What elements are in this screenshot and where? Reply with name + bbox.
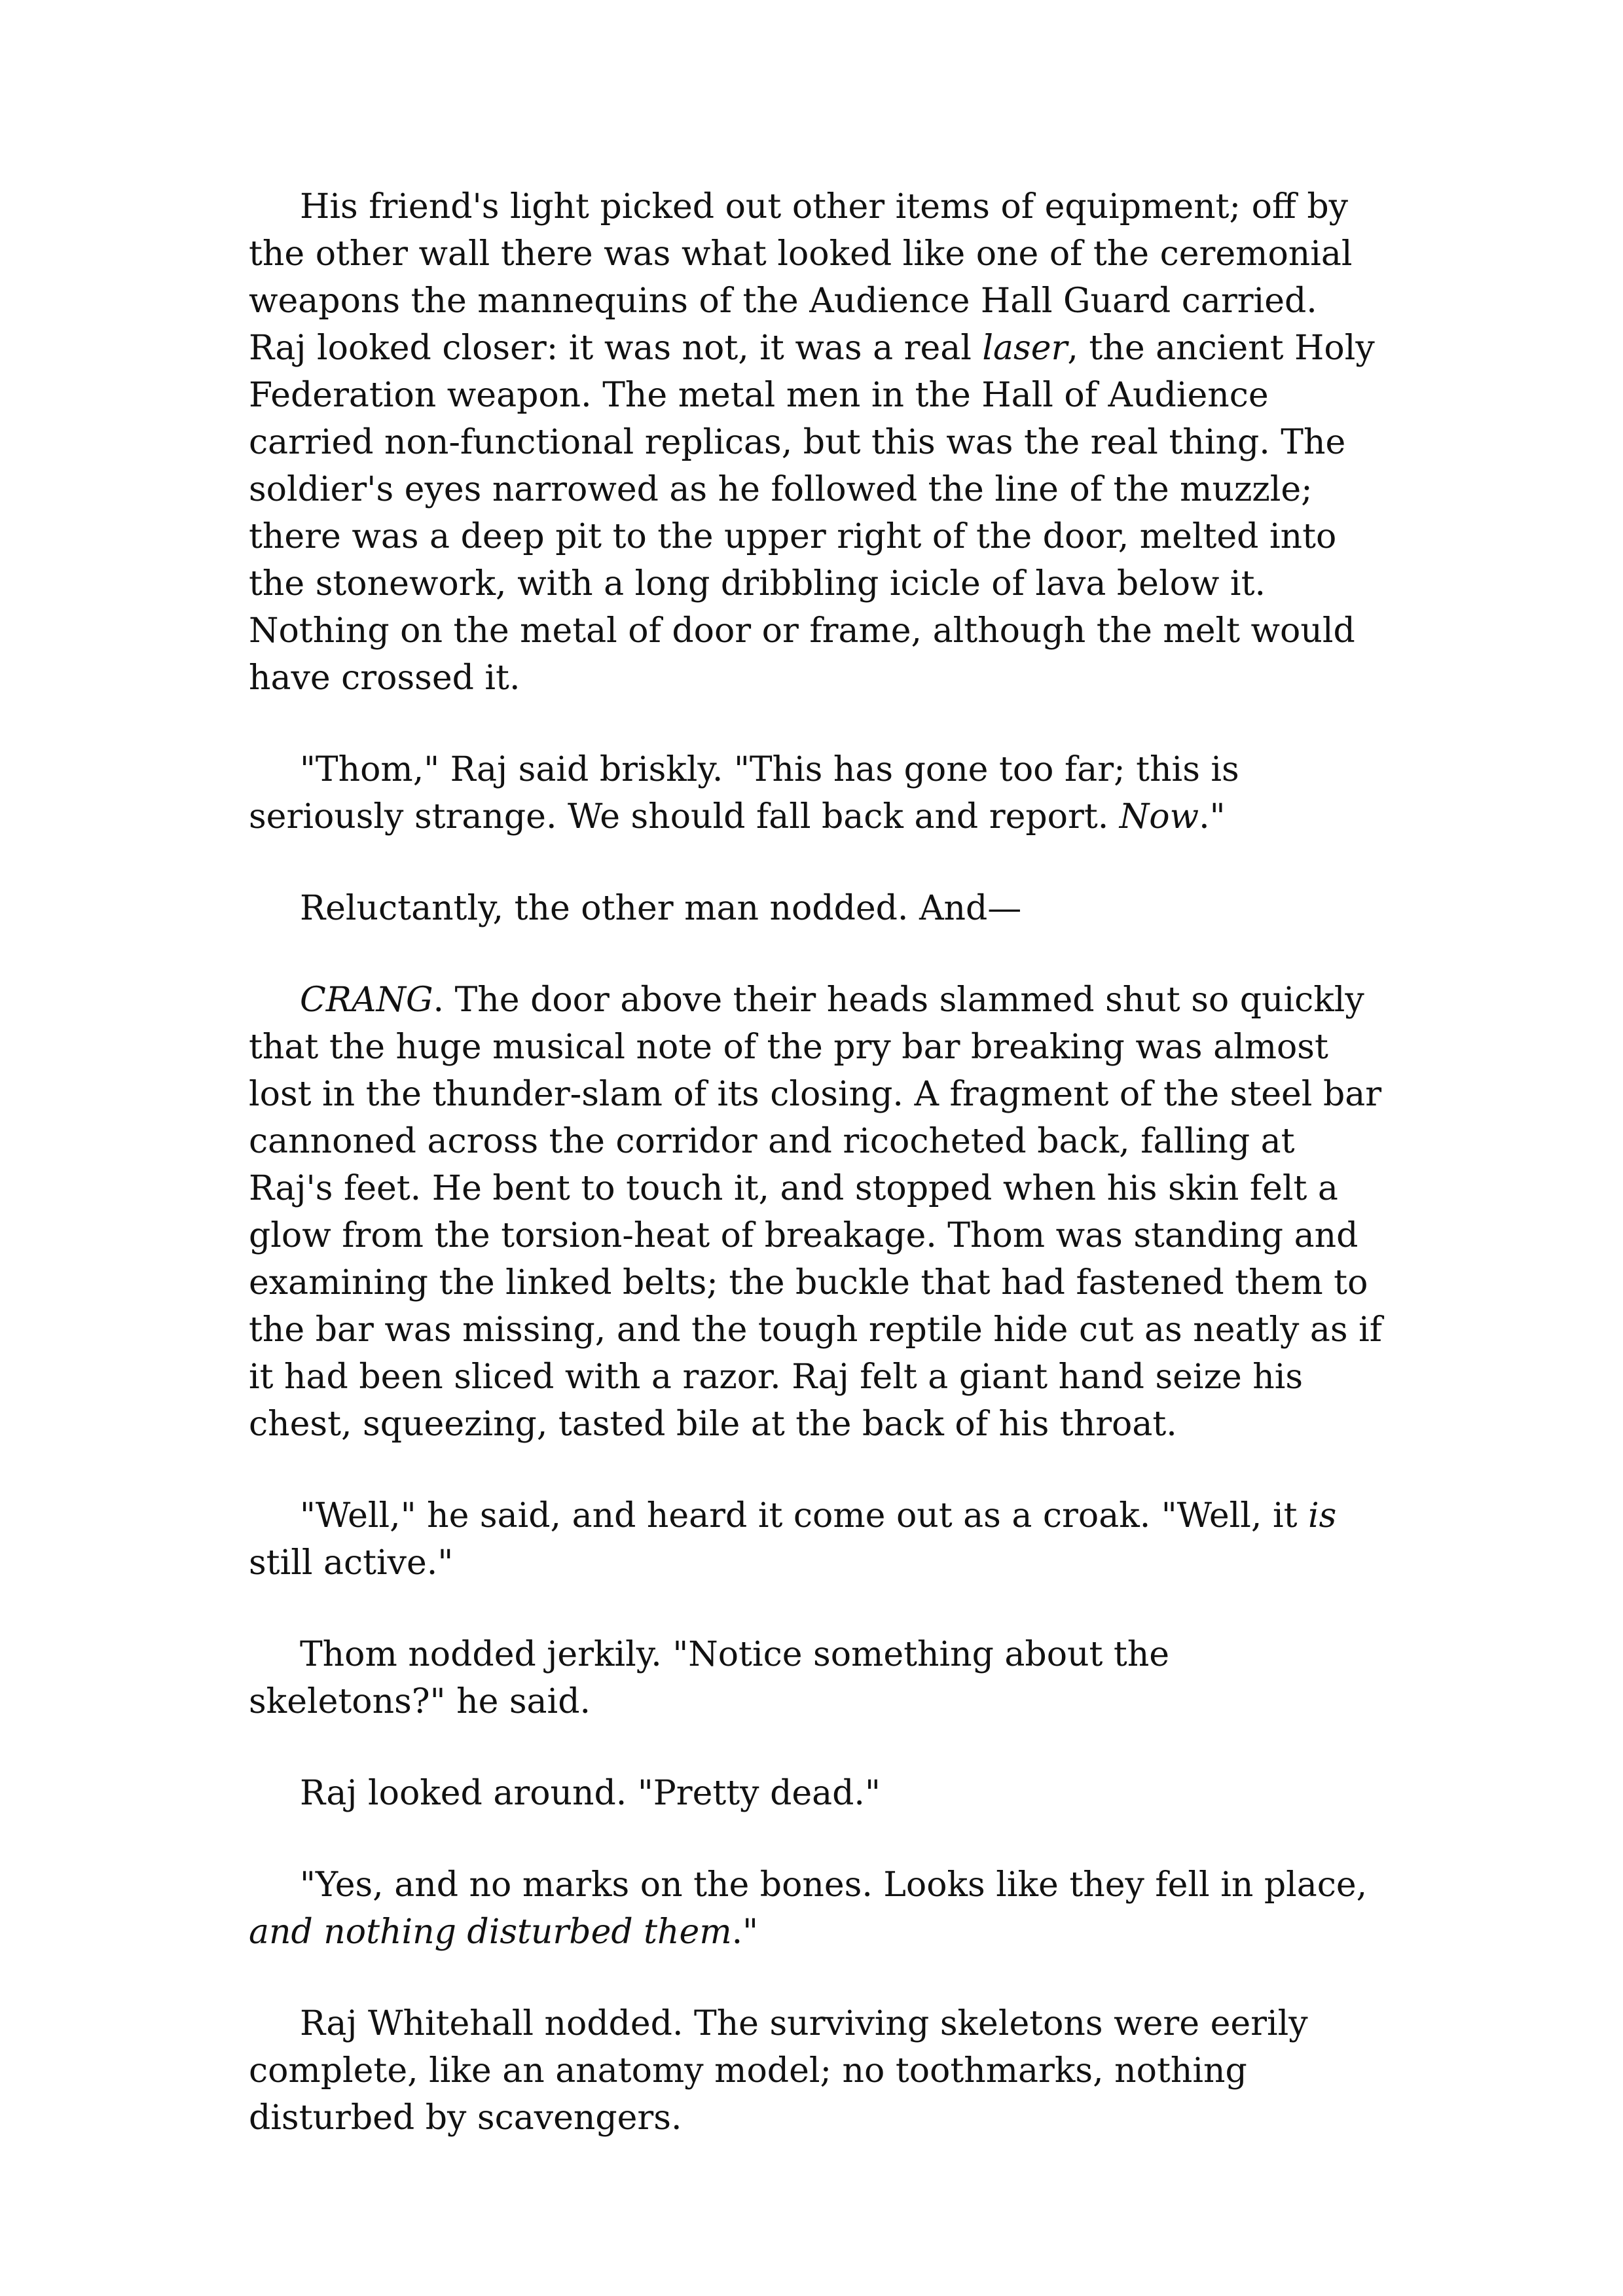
text-line	[249, 746, 1388, 793]
text-run: have crossed it.	[249, 658, 520, 698]
paragraph	[249, 977, 1388, 1448]
italic-text: laser	[982, 329, 1068, 368]
text-line	[249, 1071, 1388, 1118]
text-line	[249, 372, 1388, 419]
text-line	[249, 1492, 1388, 1539]
body-text	[249, 183, 1388, 2142]
text-line	[249, 1909, 1388, 1956]
italic-text: CRANG	[300, 980, 433, 1020]
text-run: the bar was missing, and the tough reptile hide cut as neatly as if	[249, 1310, 1383, 1350]
paragraph	[249, 1492, 1388, 1587]
text-line	[249, 977, 1388, 1024]
text-run: Reluctantly, the other man nodded. And—	[300, 889, 1022, 928]
text-line	[249, 2047, 1388, 2094]
text-run: the stonework, with a long dribbling icicle of lava below it.	[249, 564, 1266, 603]
text-line	[249, 1306, 1388, 1354]
text-run: weapons the mannequins of the Audience Hall Guard carried.	[249, 281, 1317, 321]
text-run: "Thom," Raj said briskly. "This has gone too far; this is	[300, 750, 1239, 789]
text-line	[249, 2094, 1388, 2142]
text-run: chest, squeezing, tasted bile at the back of his throat.	[249, 1405, 1177, 1444]
text-line	[249, 1401, 1388, 1448]
text-line	[249, 1770, 1388, 1817]
text-run: seriously strange. We should fall back and report.	[249, 797, 1120, 836]
text-line	[249, 2000, 1388, 2047]
text-run: complete, like an anatomy model; no toothmarks, nothing	[249, 2051, 1247, 2090]
text-line	[249, 325, 1388, 372]
text-line	[249, 560, 1388, 607]
text-run: ."	[1199, 797, 1226, 836]
text-line	[249, 607, 1388, 655]
text-run: "Well," he said, and heard it come out as a croak. "Well, it	[300, 1496, 1309, 1535]
text-run: . The door above their heads slammed shut so quickly	[433, 980, 1364, 1020]
text-run: lost in the thunder-slam of its closing. A fragment of the steel bar	[249, 1075, 1382, 1114]
text-line	[249, 1259, 1388, 1306]
text-run: that the huge musical note of the pry bar breaking was almost	[249, 1028, 1328, 1067]
text-line	[249, 793, 1388, 840]
text-run: disturbed by scavengers.	[249, 2098, 682, 2138]
text-line	[249, 183, 1388, 230]
paragraph	[249, 1770, 1388, 1817]
italic-text: is	[1308, 1496, 1337, 1535]
italic-text: Now	[1119, 797, 1199, 836]
text-line	[249, 1118, 1388, 1165]
text-line	[249, 1631, 1388, 1678]
text-run: Thom nodded jerkily. "Notice something about the	[300, 1635, 1170, 1674]
text-line	[249, 1861, 1388, 1909]
paragraph	[249, 885, 1388, 932]
text-run: Raj looked around. "Pretty dead."	[300, 1774, 881, 1813]
text-line	[249, 1212, 1388, 1259]
text-line	[249, 1354, 1388, 1401]
text-run: Federation weapon. The metal men in the Hall of Audience	[249, 376, 1269, 415]
paragraph	[249, 183, 1388, 702]
text-run: carried non-functional replicas, but this was the real thing. The	[249, 423, 1346, 462]
text-line	[249, 230, 1388, 278]
text-run: examining the linked belts; the buckle that had fastened them to	[249, 1263, 1368, 1302]
text-line	[249, 466, 1388, 513]
text-line	[249, 1024, 1388, 1071]
text-run: His friend's light picked out other items of equipment; off by	[300, 187, 1349, 226]
text-line	[249, 419, 1388, 466]
text-run: Raj Whitehall nodded. The surviving skeletons were eerily	[300, 2004, 1308, 2043]
text-run: Raj's feet. He bent to touch it, and stopped when his skin felt a	[249, 1169, 1338, 1208]
text-line	[249, 885, 1388, 932]
paragraph	[249, 1631, 1388, 1725]
text-run: Nothing on the metal of door or frame, although the melt would	[249, 611, 1355, 651]
text-run: , the ancient Holy	[1067, 329, 1375, 368]
paragraph	[249, 2000, 1388, 2142]
text-run: still active."	[249, 1543, 454, 1583]
text-line	[249, 1539, 1388, 1587]
text-run: Raj looked closer: it was not, it was a real	[249, 329, 983, 368]
text-run: there was a deep pit to the upper right of the door, melted into	[249, 517, 1337, 556]
text-line	[249, 1678, 1388, 1725]
italic-text: and nothing disturbed them	[249, 1912, 732, 1952]
text-run: the other wall there was what looked like one of the ceremonial	[249, 234, 1353, 274]
text-run: cannoned across the corridor and ricocheted back, falling at	[249, 1122, 1295, 1161]
text-run: skeletons?" he said.	[249, 1682, 591, 1721]
text-line	[249, 1165, 1388, 1212]
text-run: soldier's eyes narrowed as he followed the line of the muzzle;	[249, 470, 1313, 509]
text-line	[249, 278, 1388, 325]
text-line	[249, 655, 1388, 702]
text-run: glow from the torsion-heat of breakage. Thom was standing and	[249, 1216, 1359, 1255]
text-line	[249, 513, 1388, 560]
text-run: it had been sliced with a razor. Raj felt a giant hand seize his	[249, 1357, 1304, 1397]
paragraph	[249, 746, 1388, 840]
text-run: ."	[731, 1912, 759, 1952]
text-run: "Yes, and no marks on the bones. Looks like they fell in place,	[300, 1865, 1368, 1905]
paragraph	[249, 1861, 1388, 1956]
